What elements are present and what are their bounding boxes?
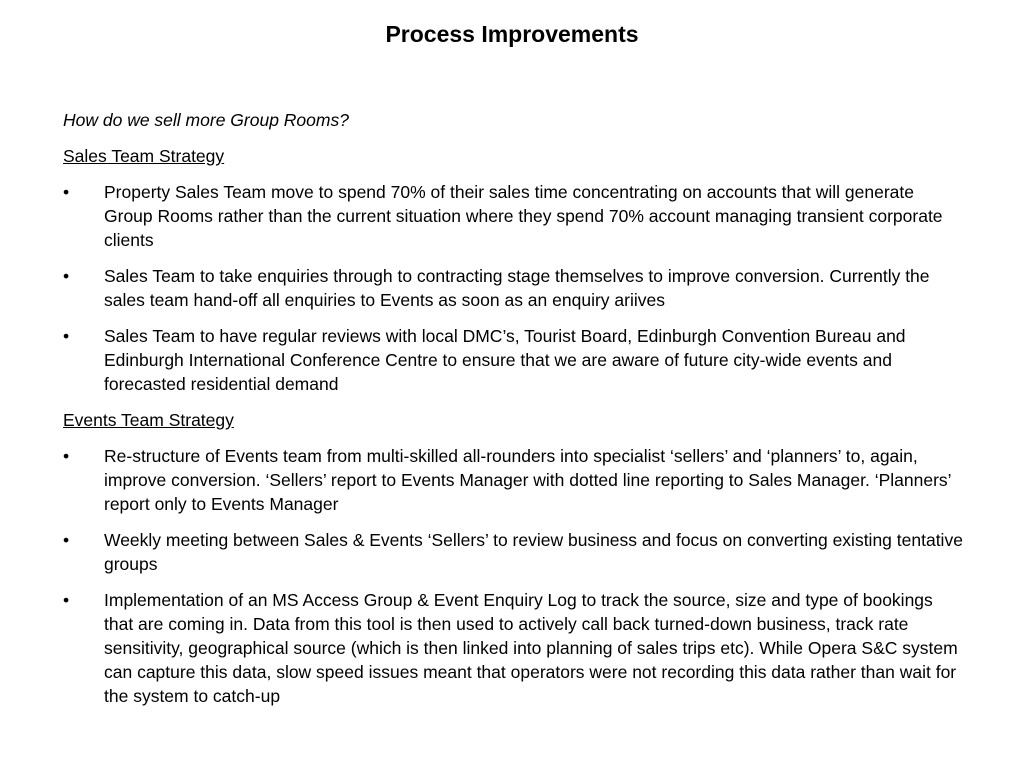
bullet-text: Weekly meeting between Sales & Events ‘Sellers’ to review business and focus on converting existing tentative groups (104, 530, 963, 574)
bullet-text: Sales Team to take enquiries through to contracting stage themselves to improve conversion. Currently the sales team hand-off all enquiries to Events as soon as an enquiry ariives (104, 266, 930, 310)
bullet-dot: • (63, 590, 70, 610)
bullet-item (63, 324, 963, 396)
bullet-item (63, 264, 963, 312)
bullet-item (63, 588, 963, 708)
bullet-dot: • (63, 266, 70, 286)
slide-title: Process Improvements (385, 21, 639, 47)
sales-team-section (63, 144, 963, 396)
bullet-dot: • (63, 182, 70, 202)
intro-question: How do we sell more Group Rooms? (63, 110, 349, 130)
bullet-text: Re-structure of Events team from multi-skilled all-rounders into specialist ‘sellers’ and ‘planners’ to, again, improve conversion. ‘Sellers’ report to Events Manager with dotted line reporting to Sales Manager. ‘Planners’ report only to Events Manager (104, 446, 951, 514)
sales-team-bullet-list (63, 180, 963, 396)
bullet-item (63, 444, 963, 516)
bullet-item (63, 528, 963, 576)
events-team-heading: Events Team Strategy (63, 410, 234, 430)
bullet-item (63, 180, 963, 252)
bullet-text: Implementation of an MS Access Group & Event Enquiry Log to track the source, size and type of bookings that are coming in. Data from this tool is then used to actively call back turned-down business, track rate sensitivity, geographical source (which is then linked into planning of sales trips etc). While Opera S&C system can capture this data, slow speed issues meant that operators were not recording this data rather than wait for the system to catch-up (104, 590, 958, 706)
slide-body (63, 108, 963, 720)
events-team-bullet-list (63, 444, 963, 708)
bullet-dot: • (63, 326, 70, 346)
bullet-text: Sales Team to have regular reviews with local DMC’s, Tourist Board, Edinburgh Convention Bureau and Edinburgh International Conference Centre to ensure that we are aware of future city-wide events and forecasted residential demand (104, 326, 906, 394)
sales-team-heading: Sales Team Strategy (63, 146, 225, 166)
bullet-dot: • (63, 446, 70, 466)
bullet-dot: • (63, 530, 70, 550)
events-team-section (63, 408, 963, 708)
bullet-text: Property Sales Team move to spend 70% of their sales time concentrating on accounts that will generate Group Rooms rather than the current situation where they spend 70% account managing transient corporate clients (104, 182, 943, 250)
